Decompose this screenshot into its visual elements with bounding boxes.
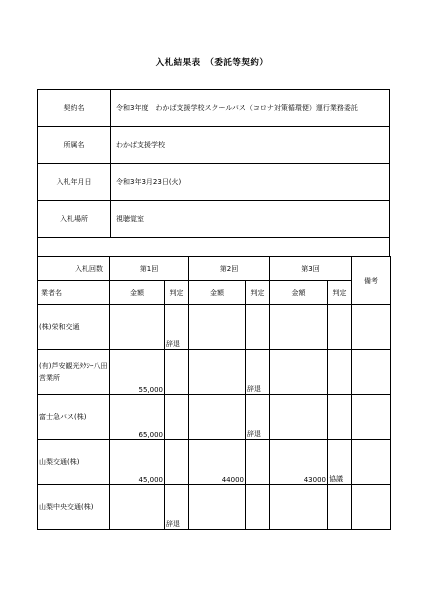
result-header: 判定 xyxy=(246,281,270,305)
amount-header: 金額 xyxy=(270,281,328,305)
round-2-result xyxy=(246,305,270,350)
table-spacer xyxy=(37,234,390,256)
bid-results-table xyxy=(37,256,391,530)
round-2-result xyxy=(246,440,270,485)
amount-header: 金額 xyxy=(110,281,165,305)
round-2-amount xyxy=(189,395,246,440)
table-row xyxy=(38,305,391,350)
bid-date-value: 令和3年3月23日(火) xyxy=(111,164,390,201)
round-3-header: 第3回 xyxy=(270,257,352,281)
bid-date-row xyxy=(38,164,390,201)
contract-name-value: 令和3年度 わかば支援学校スクールバス（コロナ対策循環便）運行業務委託 xyxy=(111,90,390,127)
round-2-result xyxy=(246,485,270,530)
round-1-result: 辞退 xyxy=(165,485,189,530)
round-1-result xyxy=(165,440,189,485)
contract-name-row xyxy=(38,90,390,127)
round-2-result: 辞退 xyxy=(246,350,270,395)
round-3-amount: 43000 xyxy=(270,440,328,485)
round-1-amount: 55,000 xyxy=(110,350,165,395)
remarks-cell xyxy=(352,395,391,440)
bidder-name: 富士急バス(株) xyxy=(38,395,110,440)
bid-place-label: 入札場所 xyxy=(38,201,111,238)
round-1-amount: 65,000 xyxy=(110,395,165,440)
header-row-rounds xyxy=(38,257,391,281)
remarks-cell xyxy=(352,485,391,530)
round-1-header: 第1回 xyxy=(110,257,189,281)
round-3-result xyxy=(328,305,352,350)
remarks-cell xyxy=(352,440,391,485)
round-1-amount: 45,000 xyxy=(110,440,165,485)
round-1-result xyxy=(165,395,189,440)
round-3-result xyxy=(328,350,352,395)
round-1-result: 辞退 xyxy=(165,305,189,350)
table-row xyxy=(38,395,391,440)
bid-place-value: 視聴覚室 xyxy=(111,201,390,238)
round-1-amount xyxy=(110,305,165,350)
table-row xyxy=(38,485,391,530)
bidder-header-label: 業者名 xyxy=(38,281,110,305)
bid-place-row xyxy=(38,201,390,238)
contract-name-label: 契約名 xyxy=(38,90,111,127)
round-1-result xyxy=(165,350,189,395)
bidder-name: 山梨交通(株) xyxy=(38,440,110,485)
remarks-cell xyxy=(352,350,391,395)
contract-info-table xyxy=(37,89,390,238)
bidder-name: 山梨中央交通(株) xyxy=(38,485,110,530)
round-3-result xyxy=(328,485,352,530)
round-2-amount xyxy=(189,485,246,530)
round-3-result: 協議 xyxy=(328,440,352,485)
round-3-amount xyxy=(270,350,328,395)
round-3-amount xyxy=(270,395,328,440)
table-row xyxy=(38,350,391,395)
round-3-amount xyxy=(270,305,328,350)
round-1-amount xyxy=(110,485,165,530)
table-row xyxy=(38,440,391,485)
round-2-amount: 44000 xyxy=(189,440,246,485)
bidder-name: (株)栄和交通 xyxy=(38,305,110,350)
bidder-name: (有)芦安観光ﾀｸｼｰ八田営業所 xyxy=(38,350,110,395)
remarks-header: 備考 xyxy=(352,257,391,305)
bid-date-label: 入札年月日 xyxy=(38,164,111,201)
result-header: 判定 xyxy=(165,281,189,305)
department-row xyxy=(38,127,390,164)
remarks-cell xyxy=(352,305,391,350)
round-3-amount xyxy=(270,485,328,530)
header-row-columns xyxy=(38,281,391,305)
round-2-header: 第2回 xyxy=(189,257,270,281)
round-2-result: 辞退 xyxy=(246,395,270,440)
document-title: 入札結果表 （委託等契約） xyxy=(155,58,269,68)
amount-header: 金額 xyxy=(189,281,246,305)
result-header: 判定 xyxy=(328,281,352,305)
round-3-result xyxy=(328,395,352,440)
department-value: わかば支援学校 xyxy=(111,127,390,164)
round-2-amount xyxy=(189,350,246,395)
rounds-header-label: 入札回数 xyxy=(38,257,110,281)
department-label: 所属名 xyxy=(38,127,111,164)
round-2-amount xyxy=(189,305,246,350)
